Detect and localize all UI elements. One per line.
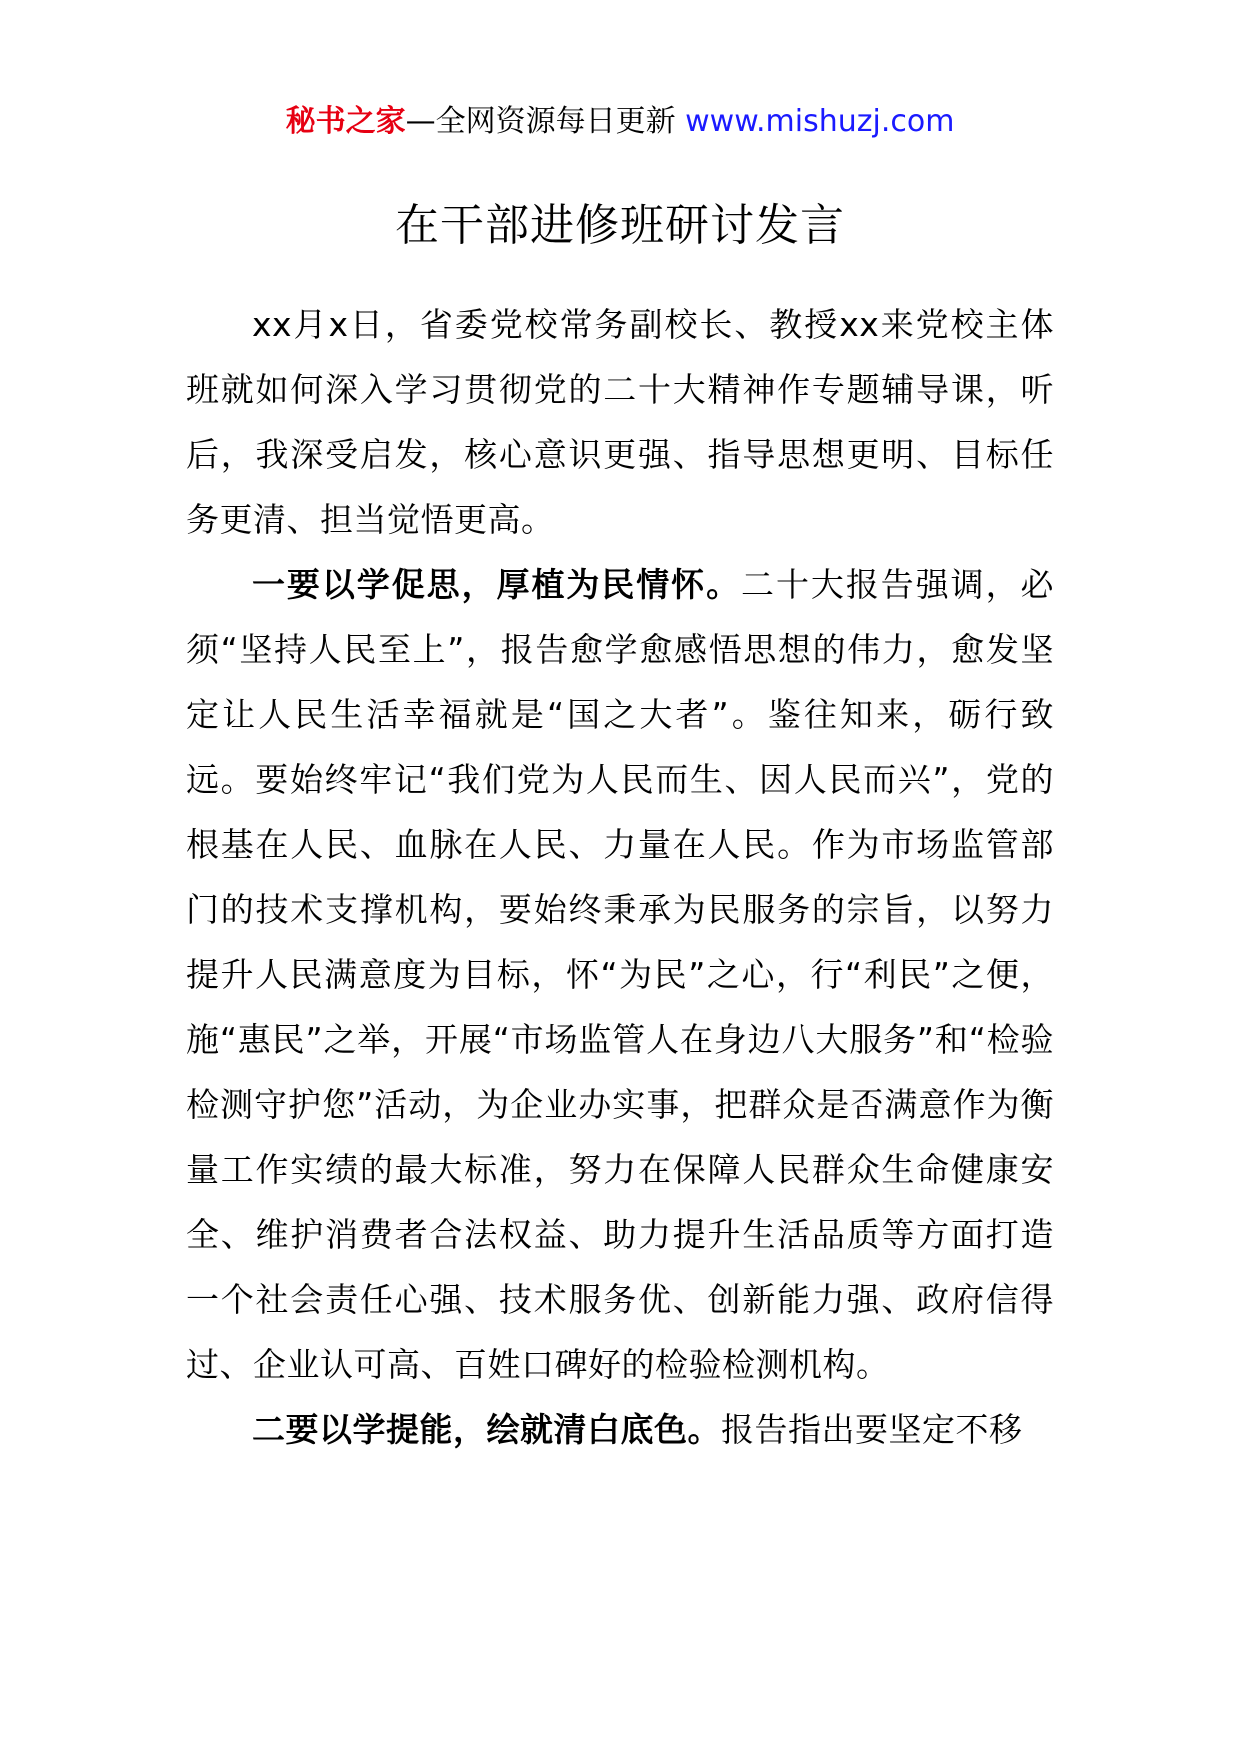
paragraph-point-1 [186,552,1054,1397]
paragraph-text: 二十大报告强调，必须“坚持人民至上”，报告愈学愈感悟思想的伟力，愈发坚定让人民生活幸福就是“国之大者”。鉴往知来，砺行致远。要始终牢记“我们党为人民而生、因人民而兴”，党的根基在人民、血脉在人民、力量在人民。作为市场监管部门的技术支撑机构，要始终秉承为民服务的宗旨，以努力提升人民满意度为目标，怀“为民”之心，行“利民”之便，施“惠民”之举，开展“市场监管人在身边八大服务”和“检验检测守护您”活动，为企业办实事，把群众是否满意作为衡量工作实绩的最大标准，努力在保障人民群众生命健康安全、维护消费者合法权益、助力提升生活品质等方面打造一个社会责任心强、技术服务优、创新能力强、政府信得过、企业认可高、百姓口碑好的检验检测机构。 [186,565,1055,1384]
document-title: 在干部进修班研讨发言 [395,200,845,251]
site-brand: 秘书之家 [285,104,406,139]
paragraph-intro [186,292,1054,552]
paragraph-lead: 二要以学提能，绘就清白底色。 [252,1410,721,1449]
paragraph-lead: 一要以学促思，厚植为民情怀。 [252,565,742,604]
site-url-link[interactable]: www.mishuzj.com [685,104,955,139]
document-body [186,292,1054,1462]
site-tagline: —全网资源每日更新 [405,104,676,139]
paragraph-text: xx月x日，省委党校常务副校长、教授xx来党校主体班就如何深入学习贯彻党的二十大精神作专题辅导课，听后，我深受启发，核心意识更强、指导思想更明、目标任务更清、担当觉悟更高。 [186,305,1054,539]
paragraph-text: 报告指出要坚定不移 [721,1410,1023,1449]
paragraph-point-2 [186,1397,1054,1462]
site-header [0,100,1240,144]
